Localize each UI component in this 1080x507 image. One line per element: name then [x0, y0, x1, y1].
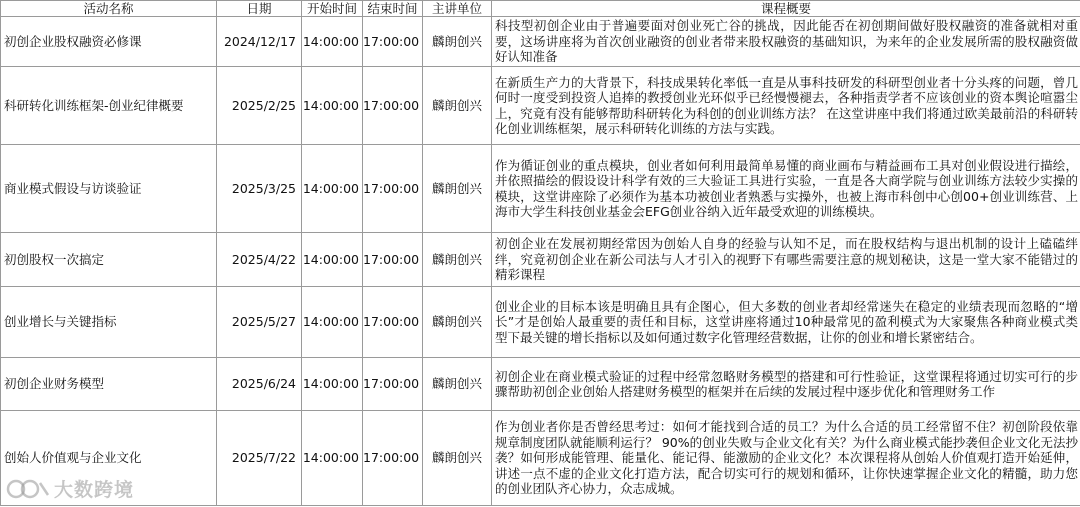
course-summary-cell: 在新质生产力的大背景下，科技成果转化率低一直是从事科技研发的科研型创业者十分头疼的问题，曾几何时一度受到投资人追捧的教授创业光环似乎已经慢慢褪去，各种指责学者不应该创业的资本舆论喧嚣尘上，究竟有没有能够帮助科研转化为科创的创业训练方法？ 在这堂讲座中我们将通过欧美最前沿的科研转化创业训练框架，展示科研转化训练的方法与实践。	[492, 67, 1080, 145]
start-time-cell: 14:00:00	[302, 287, 363, 358]
date-cell: 2024/12/17	[217, 17, 302, 67]
activity-name-cell: 创业增长与关键指标	[1, 287, 217, 358]
end-time-cell: 17:00:00	[363, 358, 423, 411]
speaker-unit-cell: 麟朗创兴	[423, 358, 492, 411]
course-summary-cell: 创业企业的目标本该是明确且具有企图心，但大多数的创业者却经常迷失在稳定的业绩表现而忽略的“增长”才是创始人最重要的责任和目标，这堂讲座将通过10种最常见的盈利模式为大家聚焦各种商业模式类型下最关键的增长指标以及如何通过数字化管理经营数据，让你的创业和增长紧密结合。	[492, 287, 1080, 358]
course-summary-cell: 初创企业在发展初期经常因为创始人自身的经验与认知不足，而在股权结构与退出机制的设计上磕磕绊绊，究竟初创企业在新公司法与人才引入的视野下有哪些需要注意的规划秘诀，这是一堂大家不能错过的精彩课程	[492, 233, 1080, 287]
start-time-cell: 14:00:00	[302, 145, 363, 233]
course-summary-cell: 科技型初创企业由于普遍要面对创业死亡谷的挑战，因此能否在初创期间做好股权融资的准备就相对重要，这场讲座将为首次创业融资的创业者带来股权融资的基础知识，为来年的企业发展所需的股权融资做好认知准备	[492, 17, 1080, 67]
speaker-unit-cell: 麟朗创兴	[423, 145, 492, 233]
activity-name-cell: 初创股权一次搞定	[1, 233, 217, 287]
table-row	[1, 145, 1080, 233]
activity-name-cell: 初创企业财务模型	[1, 358, 217, 411]
speaker-unit-cell: 麟朗创兴	[423, 67, 492, 145]
start-time-cell: 14:00:00	[302, 67, 363, 145]
date-cell: 2025/5/27	[217, 287, 302, 358]
table-row	[1, 358, 1080, 411]
header-end-time: 结束时间	[363, 1, 423, 17]
date-cell: 2025/6/24	[217, 358, 302, 411]
end-time-cell: 17:00:00	[363, 145, 423, 233]
table-row	[1, 67, 1080, 145]
date-cell: 2025/3/25	[217, 145, 302, 233]
table-row	[1, 411, 1080, 506]
table-row	[1, 233, 1080, 287]
table-row	[1, 17, 1080, 67]
watermark-text: 大数跨境	[54, 479, 135, 501]
speaker-unit-cell: 麟朗创兴	[423, 287, 492, 358]
speaker-unit-cell: 麟朗创兴	[423, 233, 492, 287]
end-time-cell: 17:00:00	[363, 67, 423, 145]
header-row	[1, 1, 1080, 17]
start-time-cell: 14:00:00	[302, 411, 363, 506]
table-row	[1, 287, 1080, 358]
header-speaker-unit: 主讲单位	[423, 1, 492, 17]
header-activity-name: 活动名称	[1, 1, 217, 17]
course-summary-cell: 作为循证创业的重点模块，创业者如何利用最简单易懂的商业画布与精益画布工具对创业假设进行描绘，并依照描绘的假设设计科学有效的三大验证工具进行实验，一直是各大商学院与创业训练方法较少实操的模块，这堂讲座除了必须作为基本功被创业者熟悉与实操外，也被上海市科创中心创00+创业训练营、上海市大学生科技创业基金会EFG创业谷纳入近年最受欢迎的训练模块。	[492, 145, 1080, 233]
end-time-cell: 17:00:00	[363, 17, 423, 67]
course-summary-cell: 初创企业在商业模式验证的过程中经常忽略财务模型的搭建和可行性验证，这堂课程将通过切实可行的步骤帮助初创企业创始人搭建财务模型的框架并在后续的发展过程中逐步优化和管理财务工作	[492, 358, 1080, 411]
start-time-cell: 14:00:00	[302, 233, 363, 287]
end-time-cell: 17:00:00	[363, 233, 423, 287]
end-time-cell: 17:00:00	[363, 287, 423, 358]
start-time-cell: 14:00:00	[302, 358, 363, 411]
speaker-unit-cell: 麟朗创兴	[423, 411, 492, 506]
activity-name-cell: 初创企业股权融资必修课	[1, 17, 217, 67]
activity-name-cell: 科研转化训练框架-创业纪律概要	[1, 67, 217, 145]
date-cell: 2025/4/22	[217, 233, 302, 287]
date-cell: 2025/2/25	[217, 67, 302, 145]
activity-name-cell: 创始人价值观与企业文化	[1, 411, 217, 506]
header-date: 日期	[217, 1, 302, 17]
end-time-cell: 17:00:00	[363, 411, 423, 506]
speaker-unit-cell: 麟朗创兴	[423, 17, 492, 67]
date-cell: 2025/7/22	[217, 411, 302, 506]
course-summary-cell: 作为创业者你是否曾经思考过：如何才能找到合适的员工？为什么合适的员工经常留不住？初创阶段依靠规章制度团队就能顺利运行？ 90%的创业失败与企业文化有关？为什么商业模式能抄袭但企业文化无法抄袭？如何形成能管理、能量化、能记得、能激励的企业文化？本次课程将从创始人价值观打造开始延伸，讲述一点不虚的企业文化打造方法，配合切实可行的规划和循环，让你快速掌握企业文化的精髓，助力您的创业团队齐心协力，众志成城。	[492, 411, 1080, 506]
start-time-cell: 14:00:00	[302, 17, 363, 67]
header-course-summary: 课程概要	[492, 1, 1080, 17]
activity-name-cell: 商业模式假设与访谈验证	[1, 145, 217, 233]
header-start-time: 开始时间	[302, 1, 363, 17]
